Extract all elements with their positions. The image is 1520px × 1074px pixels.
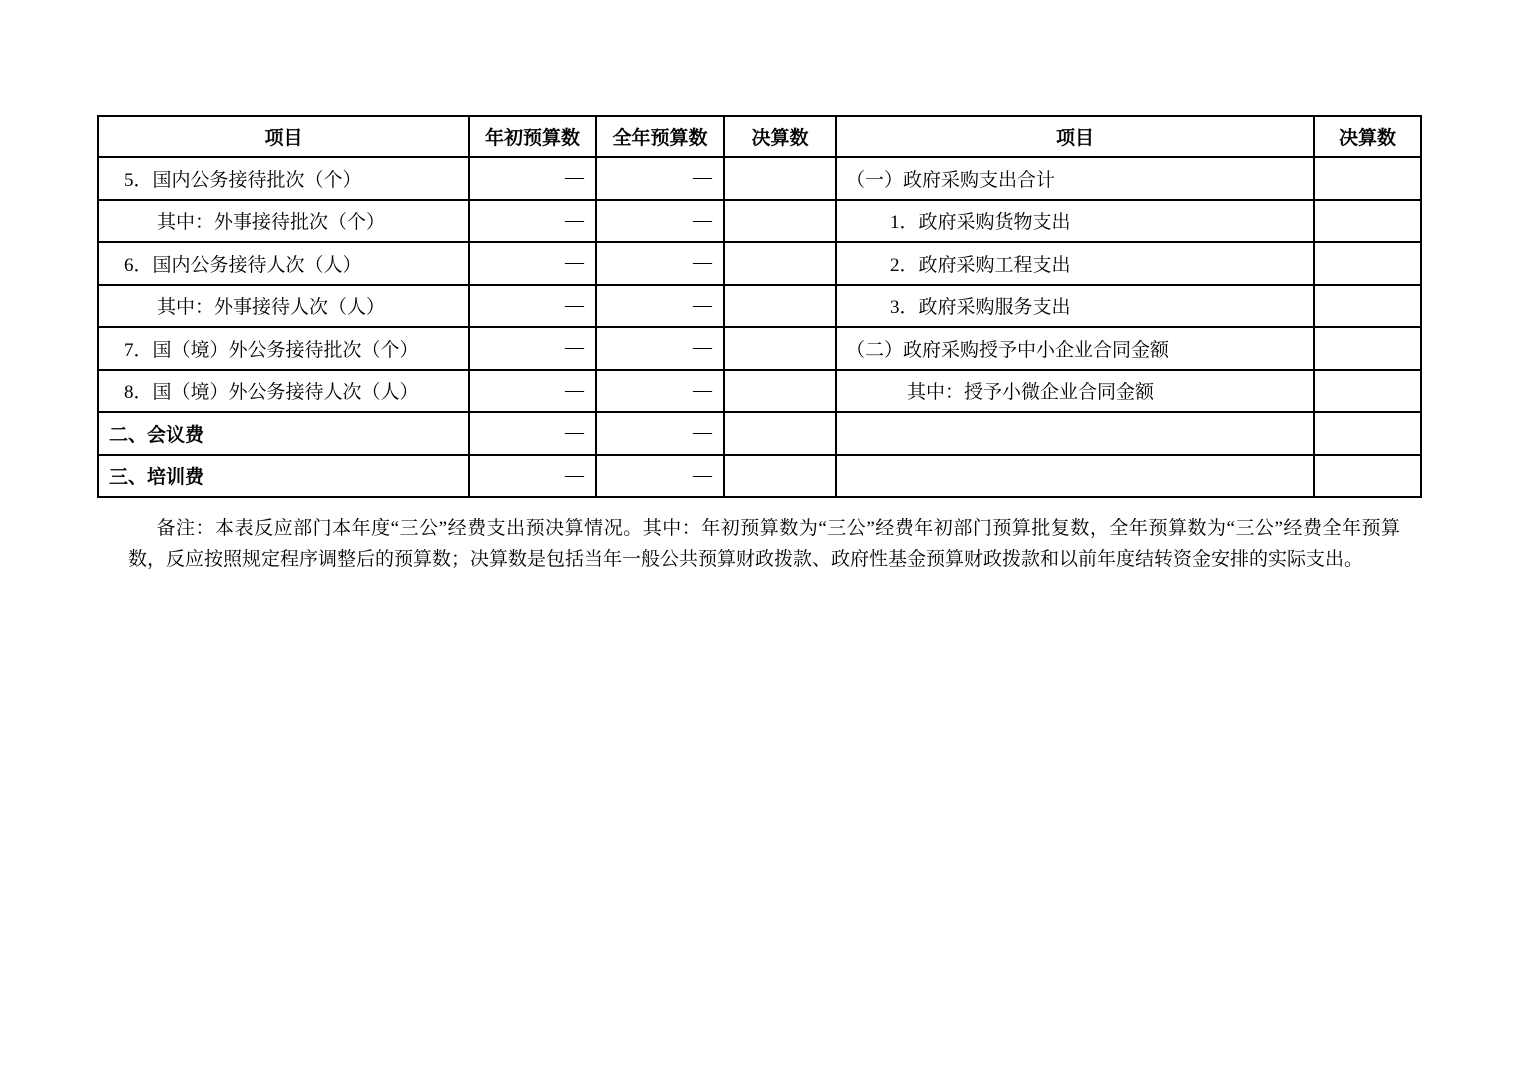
final-accounts-value-cell-right [1314,455,1421,498]
initial-budget-value-cell: — [469,412,596,455]
final-accounts-value-cell-right [1314,370,1421,413]
annual-budget-value-cell: — [596,200,724,243]
final-accounts-value-cell-left [724,157,836,200]
item-cell-right [836,455,1314,498]
three-public-funds-budget-table [97,115,1422,498]
item-cell-left: 6．国内公务接待人次（人） [98,242,469,285]
item-cell-left: 7．国（境）外公务接待批次（个） [98,327,469,370]
item-cell-right: 3．政府采购服务支出 [836,285,1314,328]
annual-budget-value-cell: — [596,157,724,200]
table-row [98,200,1421,243]
initial-budget-value-cell: — [469,242,596,285]
footnote: 备注：本表反应部门本年度“三公”经费支出预决算情况。其中：年初预算数为“三公”经费年初部门预算批复数，全年预算数为“三公”经费全年预算数，反应按照规定程序调整后的预算数；决算数是包括当年一般公共预算财政拨款、政府性基金预算财政拨款和以前年度结转资金安排的实际支出。 [128,518,1400,570]
initial-budget-value-cell: — [469,370,596,413]
final-accounts-value-cell-left [724,327,836,370]
final-accounts-value-cell-right [1314,200,1421,243]
table-row [98,285,1421,328]
final-accounts-value-cell-right [1314,327,1421,370]
table-row [98,412,1421,455]
item-cell-right: （二）政府采购授予中小企业合同金额 [836,327,1314,370]
final-accounts-value-cell-left [724,455,836,498]
item-cell-right [836,412,1314,455]
initial-budget-value-cell: — [469,327,596,370]
table-row [98,242,1421,285]
annual-budget-value-cell: — [596,455,724,498]
item-cell-left: 其中：外事接待批次（个） [98,200,469,243]
header-initial-budget: 年初预算数 [469,116,596,157]
final-accounts-value-cell-right [1314,285,1421,328]
table-row [98,327,1421,370]
table-row [98,157,1421,200]
final-accounts-value-cell-left [724,242,836,285]
annual-budget-value-cell: — [596,327,724,370]
item-cell-right: 2．政府采购工程支出 [836,242,1314,285]
final-accounts-value-cell-right [1314,157,1421,200]
table-header-row [98,116,1421,157]
table-row [98,455,1421,498]
item-cell-right: 其中：授予小微企业合同金额 [836,370,1314,413]
table-row [98,370,1421,413]
header-item-left: 项目 [98,116,469,157]
item-cell-left: 其中：外事接待人次（人） [98,285,469,328]
final-accounts-value-cell-right [1314,412,1421,455]
final-accounts-value-cell-left [724,412,836,455]
final-accounts-value-cell-left [724,285,836,328]
annual-budget-value-cell: — [596,285,724,328]
annual-budget-value-cell: — [596,412,724,455]
item-cell-left: 二、会议费 [98,412,469,455]
final-accounts-value-cell-right [1314,242,1421,285]
item-cell-left: 8．国（境）外公务接待人次（人） [98,370,469,413]
item-cell-right: （一）政府采购支出合计 [836,157,1314,200]
item-cell-left: 三、培训费 [98,455,469,498]
item-cell-left: 5．国内公务接待批次（个） [98,157,469,200]
header-annual-budget: 全年预算数 [596,116,724,157]
initial-budget-value-cell: — [469,200,596,243]
item-cell-right: 1．政府采购货物支出 [836,200,1314,243]
header-item-right: 项目 [836,116,1314,157]
header-final-accounts-right: 决算数 [1314,116,1421,157]
annual-budget-value-cell: — [596,242,724,285]
final-accounts-value-cell-left [724,200,836,243]
initial-budget-value-cell: — [469,285,596,328]
final-accounts-value-cell-left [724,370,836,413]
annual-budget-value-cell: — [596,370,724,413]
initial-budget-value-cell: — [469,455,596,498]
table-body [98,157,1421,497]
initial-budget-value-cell: — [469,157,596,200]
header-final-accounts-left: 决算数 [724,116,836,157]
